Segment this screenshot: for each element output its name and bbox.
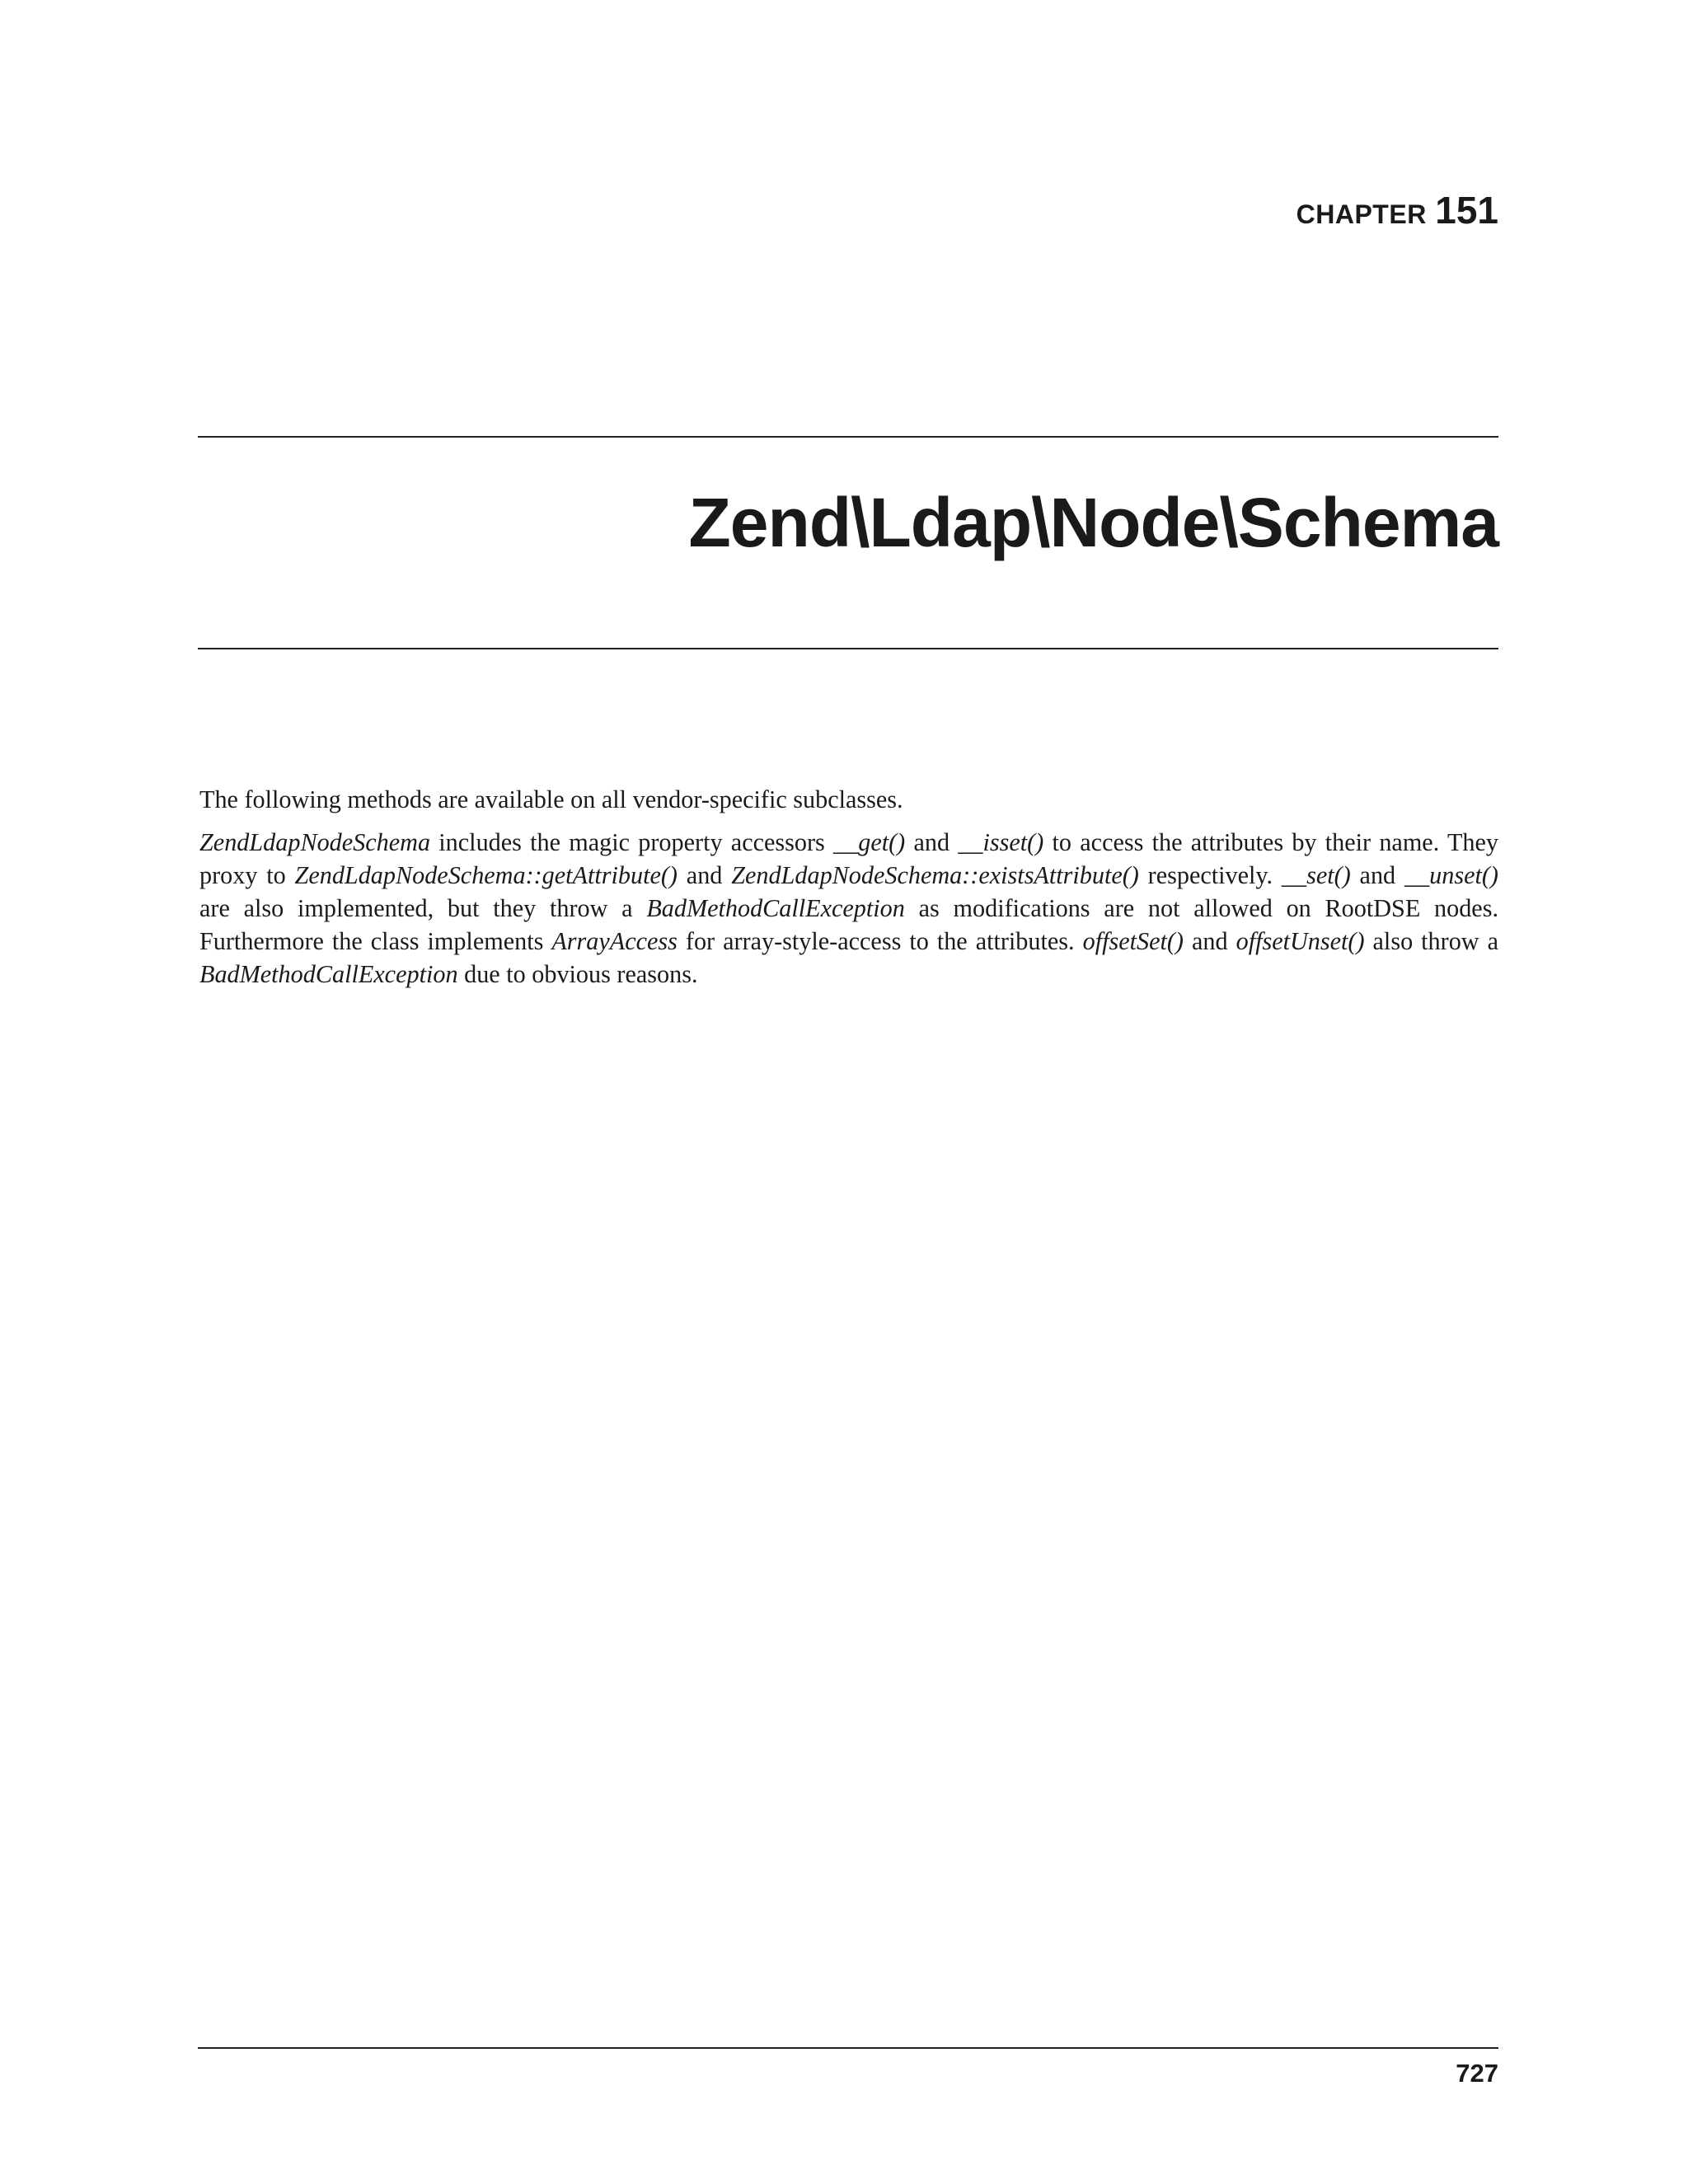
method-ref-existsattribute: ZendLdapNodeSchema::existsAttribute() <box>731 861 1139 889</box>
text-span: due to obvious reasons. <box>457 960 698 988</box>
class-name-ref: ZendLdapNodeSchema <box>199 828 431 856</box>
method-ref-offsetset: offsetSet() <box>1082 927 1184 955</box>
text-span: and <box>1183 927 1236 955</box>
chapter-heading <box>1296 189 1498 232</box>
interface-ref-arrayaccess: ArrayAccess <box>551 927 678 955</box>
page-number: 727 <box>1456 2059 1498 2088</box>
intro-paragraph: The following methods are available on all vendor-specific subclasses. <box>199 785 903 813</box>
exception-ref: BadMethodCallException <box>646 894 905 922</box>
body-text <box>199 783 1498 1001</box>
page-title: Zend\Ldap\Node\Schema <box>688 484 1498 561</box>
text-span: to access the attributes by their name. They proxy to <box>199 828 1498 889</box>
text-span: also throw a <box>1364 927 1499 955</box>
title-top-rule <box>198 436 1498 438</box>
method-ref-unset: __unset() <box>1404 861 1498 889</box>
method-ref-offsetunset: offsetUnset() <box>1236 927 1365 955</box>
description-paragraph <box>199 826 1498 991</box>
chapter-label: CHAPTER <box>1296 199 1427 229</box>
text-span: and <box>905 828 959 856</box>
text-span: includes the magic property accessors <box>430 828 834 856</box>
chapter-number: 151 <box>1435 189 1498 232</box>
text-span: are also implemented, but they throw a <box>199 894 647 922</box>
footer-rule <box>198 2047 1498 2049</box>
method-ref-get: __get() <box>833 828 906 856</box>
text-span: and <box>678 861 732 889</box>
exception-ref: BadMethodCallException <box>199 960 458 988</box>
text-span: for array-style-access to the attributes. <box>677 927 1083 955</box>
title-bottom-rule <box>198 648 1498 649</box>
text-span: as modifications are not allowed on RootDSE nodes. Furthermore the class implements <box>199 894 1498 955</box>
text-span: and <box>1350 861 1404 889</box>
method-ref-isset: __isset() <box>958 828 1044 856</box>
method-ref-getattribute: ZendLdapNodeSchema::getAttribute() <box>294 861 678 889</box>
text-span: respectively. <box>1138 861 1282 889</box>
method-ref-set: __set() <box>1281 861 1351 889</box>
